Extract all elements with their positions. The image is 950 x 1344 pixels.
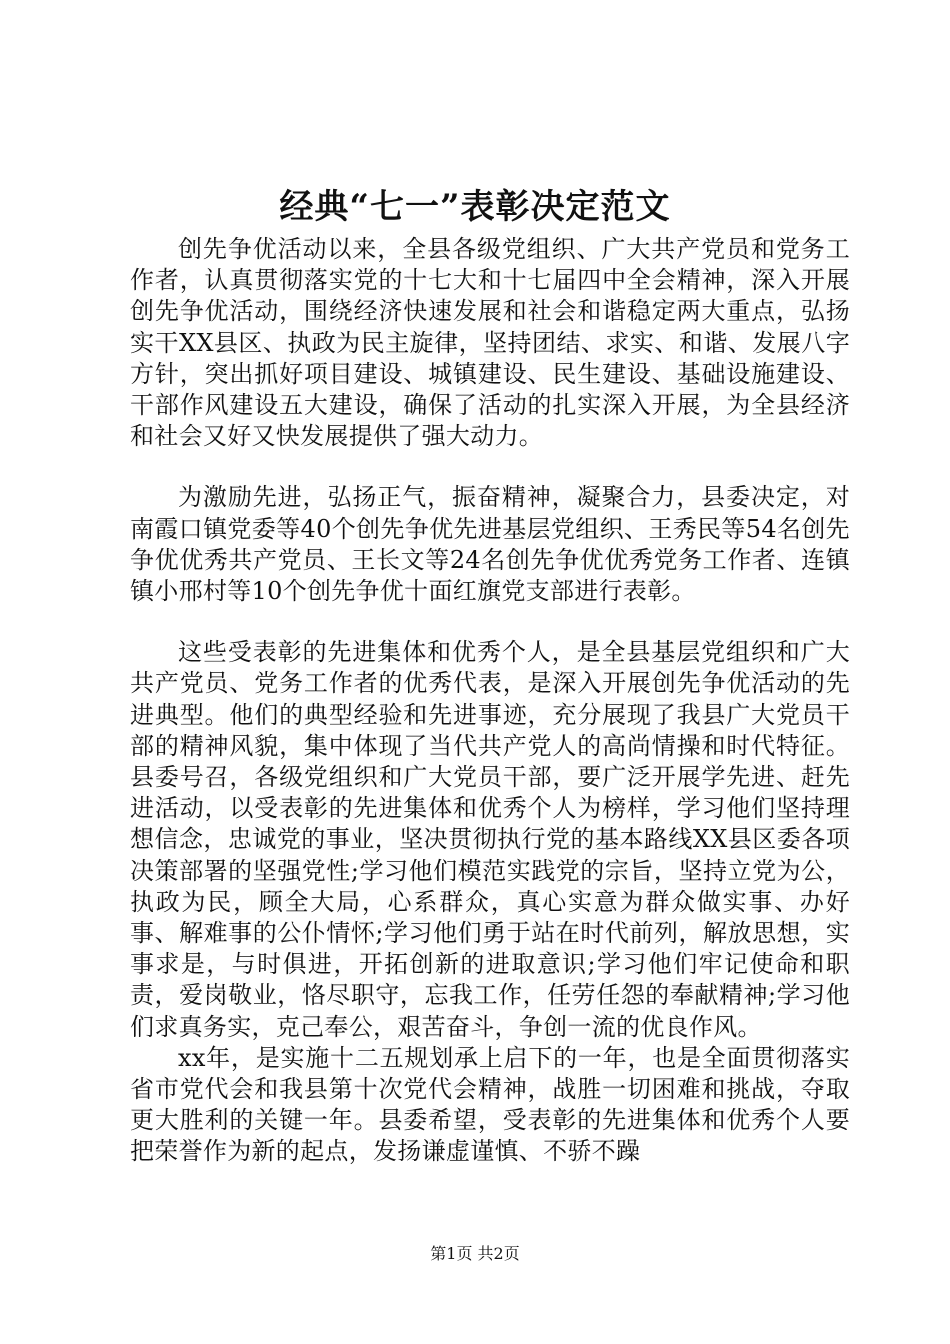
paragraph-3: 这些受表彰的先进集体和优秀个人，是全县基层党组织和广大共产党员、党务工作者的优秀代表，是深入开展创先争优活动的先进典型。他们的典型经验和先进事迹，充分展现了我县广大党员干部的精神风貌，集中体现了当代共产党人的高尚情操和时代特征。县委号召，各级党组织和广大党员干部，要广泛开展学先进、赶先进活动，以受表彰的先进集体和优秀个人为榜样，学习他们坚持理想信念，忠诚党的事业，坚决贯彻执行党的基本路线XX县区委各项决策部署的坚强党性;学习他们模范实践党的宗旨，坚持立党为公，执政为民，顾全大局，心系群众，真心实意为群众做实事、办好事、解难事的公仆情怀;学习他们勇于站在时代前列，解放思想，实事求是，与时俱进，开拓创新的进取意识;学习他们牢记使命和职责，爱岗敬业，恪尽职守，忘我工作，任劳任怨的奉献精神;学习他们求真务实，克己奉公，艰苦奋斗，争创一流的优良作风。 (130, 638, 850, 1041)
paragraph-2: 为激励先进，弘扬正气，振奋精神，凝聚合力，县委决定，对南霞口镇党委等40个创先争优先进基层党组织、王秀民等54名创先争优优秀共产党员、王长文等24名创先争优优秀党务工作者、连镇镇小邢村等10个创先争优十面红旗党支部进行表彰。 (130, 483, 850, 606)
paragraph-4: xx年，是实施十二五规划承上启下的一年，也是全面贯彻落实省市党代会和我县第十次党代会精神，战胜一切困难和挑战，夺取更大胜利的关键一年。县委希望，受表彰的先进集体和优秀个人要把荣誉作为新的起点，发扬谦虚谨慎、不骄不躁 (130, 1043, 850, 1166)
page-number-footer: 第1页 共2页 (430, 1244, 520, 1263)
document-body (130, 234, 850, 1168)
document-title: 经典“七一”表彰决定范文 (279, 187, 671, 227)
paragraph-1: 创先争优活动以来，全县各级党组织、广大共产党员和党务工作者，认真贯彻落实党的十七大和十七届四中全会精神，深入开展创先争优活动，围绕经济快速发展和社会和谐稳定两大重点，弘扬实干XX县区、执政为民主旋律，坚持团结、求实、和谐、发展八字方针，突出抓好项目建设、城镇建设、民生建设、基础设施建设、干部作风建设五大建设，确保了活动的扎实深入开展，为全县经济和社会又好又快发展提供了强大动力。 (130, 235, 850, 451)
